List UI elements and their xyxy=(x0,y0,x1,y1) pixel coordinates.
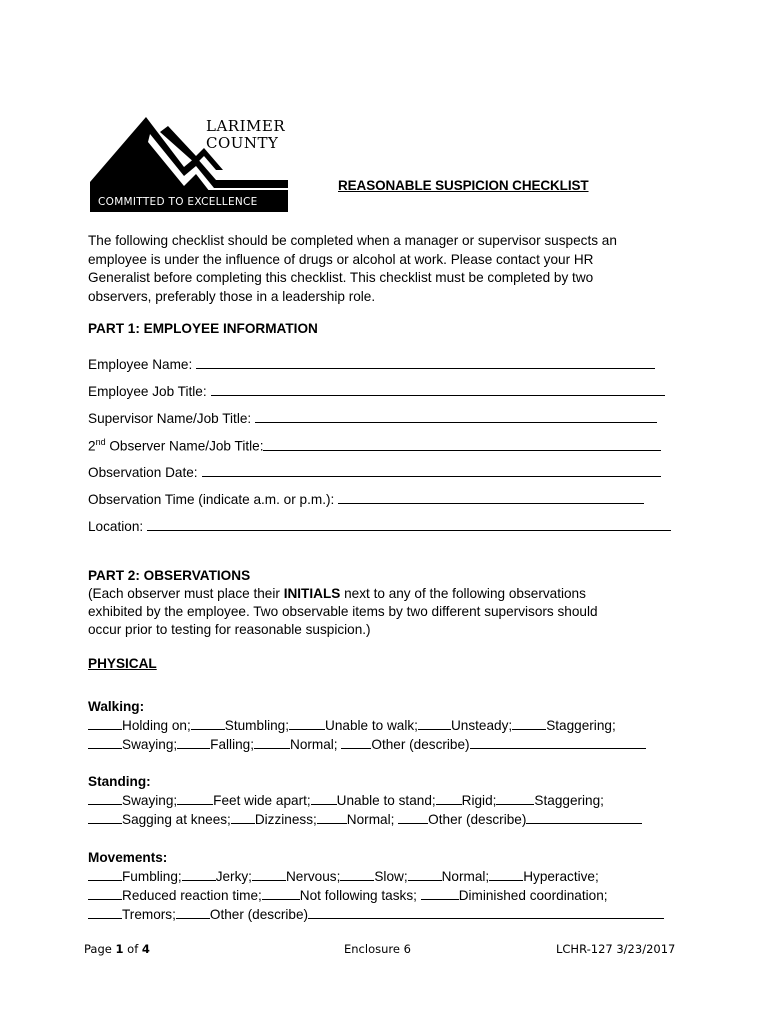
part1-heading: PART 1: EMPLOYEE INFORMATION xyxy=(88,321,318,336)
document-title: REASONABLE SUSPICION CHECKLIST xyxy=(338,178,589,193)
physical-heading: PHYSICAL xyxy=(88,656,157,671)
observation-date-line[interactable] xyxy=(202,464,661,477)
walking-blank[interactable] xyxy=(191,716,225,730)
walking-blank[interactable] xyxy=(418,716,451,730)
standing-blank[interactable] xyxy=(311,791,337,805)
standing-blank[interactable] xyxy=(436,791,462,805)
movements-describe-line[interactable] xyxy=(308,905,664,919)
walking-blank[interactable] xyxy=(254,735,290,749)
movements-blank[interactable] xyxy=(340,867,374,881)
walking-blank[interactable] xyxy=(88,716,122,730)
part2-section: PART 2: OBSERVATIONS (Each observer must place their INITIALS next to any of the following observations exhibited by the employee. Two observable items by two different supervisors should occur prior to testing for reasonable suspicion.) xyxy=(88,567,708,639)
second-observer-line[interactable] xyxy=(263,438,661,451)
supervisor-line[interactable] xyxy=(255,410,657,423)
location-line[interactable] xyxy=(147,518,671,531)
form-id: LCHR-127 3/23/2017 xyxy=(556,942,676,956)
walking-blank[interactable] xyxy=(88,735,122,749)
second-observer-field[interactable]: 2nd Observer Name/Job Title: xyxy=(88,437,661,454)
walking-blank[interactable] xyxy=(177,735,210,749)
job-title-field[interactable]: Employee Job Title: xyxy=(88,383,665,399)
movements-blank[interactable] xyxy=(88,867,122,881)
standing-blank[interactable] xyxy=(231,810,255,824)
standing-blank[interactable] xyxy=(88,791,122,805)
movements-blank[interactable] xyxy=(88,905,122,919)
movements-blank[interactable] xyxy=(262,886,300,900)
movements-blank[interactable] xyxy=(182,867,216,881)
supervisor-field[interactable]: Supervisor Name/Job Title: xyxy=(88,410,657,426)
movements-blank[interactable] xyxy=(252,867,286,881)
movements-blank[interactable] xyxy=(421,886,459,900)
part2-instructions: (Each observer must place their INITIALS next to any of the following observations xyxy=(88,586,586,601)
movements-blank[interactable] xyxy=(88,886,122,900)
walking-blank[interactable] xyxy=(512,716,546,730)
larimer-county-logo xyxy=(88,112,288,212)
observation-date-field[interactable]: Observation Date: xyxy=(88,464,661,480)
standing-blank[interactable] xyxy=(317,810,347,824)
walking-group: Walking: Holding on; Stumbling; Unable to walk; Unsteady; Staggering; Swaying; Falling; Normal; Other (describe) xyxy=(88,698,646,754)
walking-blank[interactable] xyxy=(341,735,371,749)
part2-heading: PART 2: OBSERVATIONS xyxy=(88,568,251,583)
walking-blank[interactable] xyxy=(289,716,325,730)
observation-time-line[interactable] xyxy=(338,491,644,504)
standing-blank[interactable] xyxy=(177,791,213,805)
job-title-line[interactable] xyxy=(211,383,665,396)
walking-describe-line[interactable] xyxy=(470,735,646,749)
page-number: Page 1 of 4 xyxy=(84,942,150,956)
intro-paragraph: The following checklist should be completed when a manager or supervisor suspects an employee is under the influence of drugs or alcohol at work. Please contact your HR Generalist before completing this checklist. This checklist must be completed by two observers, preferably those in a leadership role. xyxy=(88,233,617,304)
movements-blank[interactable] xyxy=(176,905,210,919)
enclosure-label: Enclosure 6 xyxy=(344,942,411,956)
observation-time-field[interactable]: Observation Time (indicate a.m. or p.m.): xyxy=(88,491,644,507)
employee-name-line[interactable] xyxy=(196,356,655,369)
standing-blank[interactable] xyxy=(496,791,534,805)
standing-group: Standing: Swaying; Feet wide apart; Unable to stand; Rigid; Staggering; Sagging at knees; Dizziness; Normal; Other (describe) xyxy=(88,773,642,829)
standing-describe-line[interactable] xyxy=(526,810,642,824)
movements-group: Movements: Fumbling; Jerky; Nervous; Slow; Normal; Hyperactive; Reduced reaction time; Not following tasks; Diminished coordination; Tremors; Other (describe) xyxy=(88,849,664,924)
logo-tagline: COMMITTED TO EXCELLENCE xyxy=(98,196,258,208)
logo-wordmark: LARIMER COUNTY xyxy=(206,117,286,152)
movements-blank[interactable] xyxy=(408,867,442,881)
employee-name-field[interactable]: Employee Name: xyxy=(88,356,655,372)
location-field[interactable]: Location: xyxy=(88,518,671,534)
movements-blank[interactable] xyxy=(489,867,523,881)
standing-blank[interactable] xyxy=(88,810,122,824)
standing-blank[interactable] xyxy=(398,810,428,824)
